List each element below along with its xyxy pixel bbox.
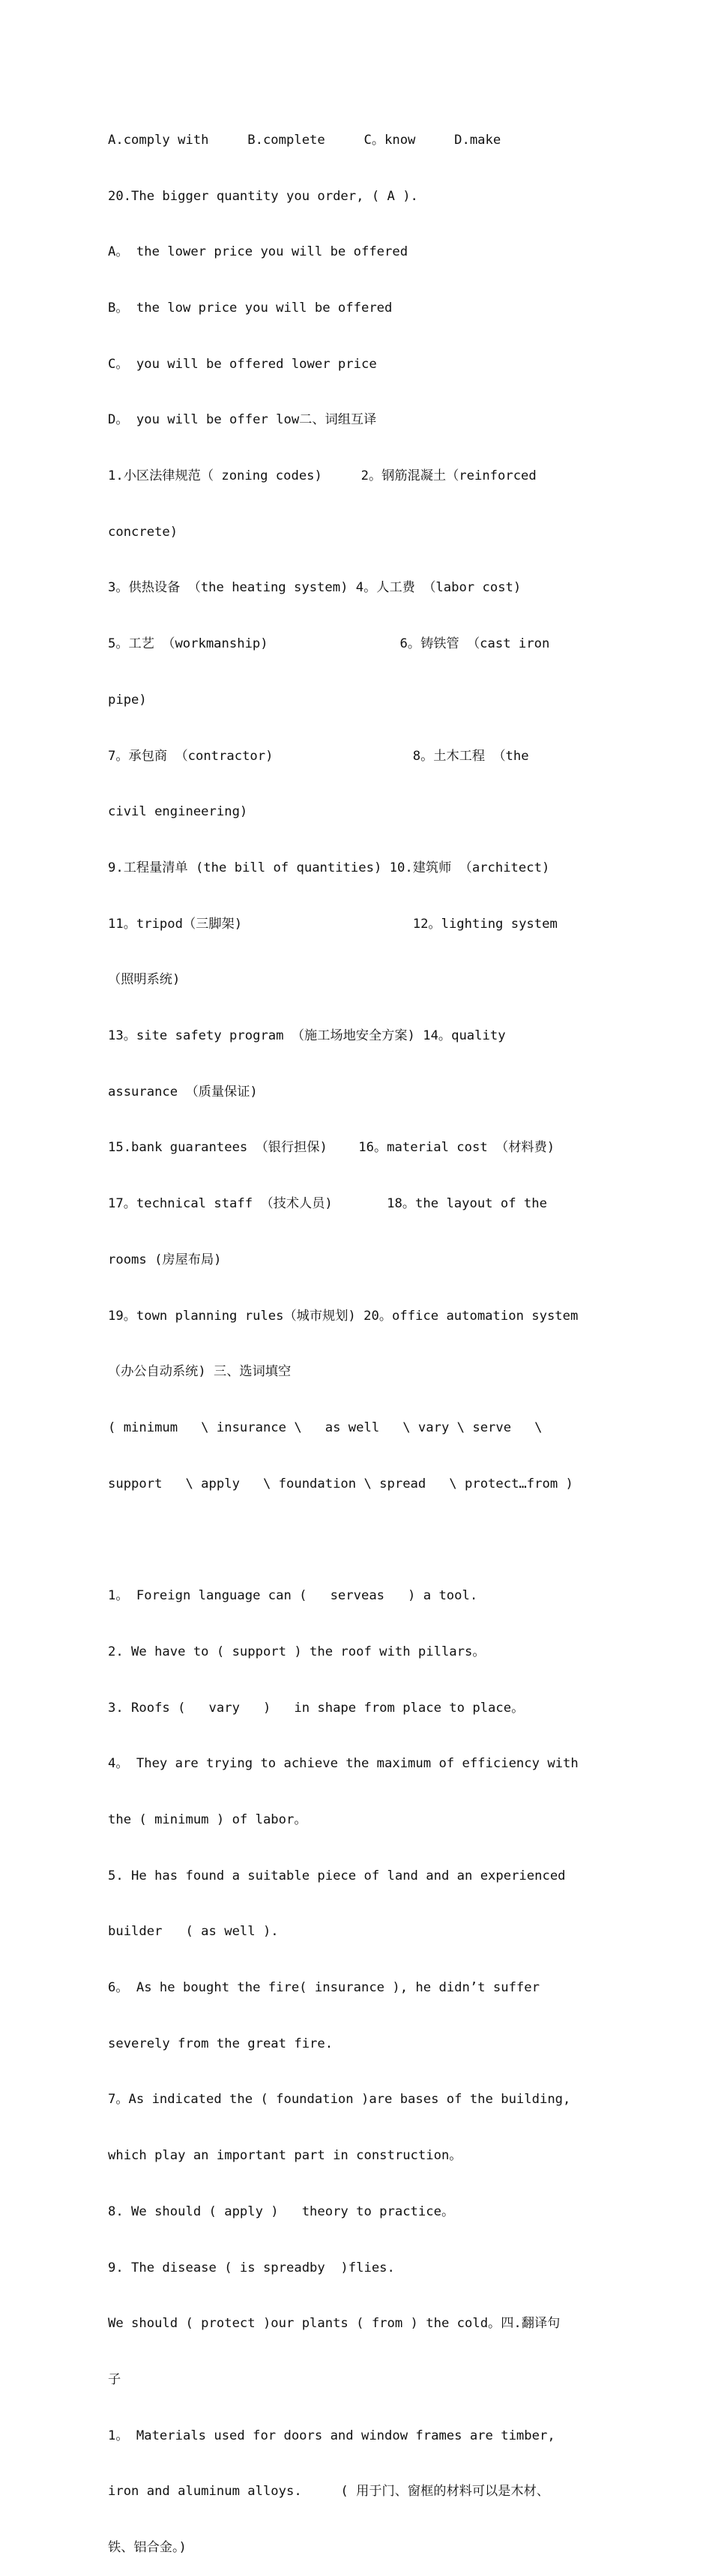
- text-line: D。 you will be offer low二、词组互译: [108, 412, 377, 428]
- text-line: 1.小区法律规范（ zoning codes) 2。钢筋混凝土（reinforced: [108, 468, 537, 484]
- text-line: support \ apply \ foundation \ spread \ protect…from ): [108, 1476, 573, 1491]
- text-line: 6。 As he bought the fire( insurance ), he didn’t suffer: [108, 1980, 540, 1996]
- text-line: 子: [108, 2371, 121, 2387]
- text-line: iron and aluminum alloys. ( 用于门、窗框的材料可以是木材、: [108, 2484, 549, 2500]
- text-line: 5。工艺 （workmanship) 6。铸铁管 （cast iron: [108, 636, 550, 652]
- text-line: 7。As indicated the ( foundation )are bases of the building,: [108, 2092, 571, 2108]
- text-line: civil engineering): [108, 804, 248, 820]
- text-line: rooms (房屋布局): [108, 1252, 222, 1267]
- text-line: 3. Roofs ( vary ) in shape from place to place。: [108, 1700, 525, 1716]
- text-line: severely from the great fire.: [108, 2036, 334, 2051]
- text-line: 13。site safety program （施工场地安全方案) 14。quality: [108, 1028, 506, 1044]
- text-line: 19。town planning rules（城市规划) 20。office automation system: [108, 1308, 579, 1324]
- text-line: pipe): [108, 692, 147, 708]
- text-line: 20.The bigger quantity you order, ( A ).: [108, 188, 418, 204]
- text-line: B。 the low price you will be offered: [108, 300, 393, 316]
- document-page: [108, 94, 618, 2576]
- text-line: 1。 Foreign language can ( serveas ) a tool.: [108, 1588, 478, 1604]
- text-line: concrete): [108, 524, 178, 540]
- text-line: 7。承包商 （contractor) 8。土木工程 （the: [108, 748, 529, 764]
- text-line: the ( minimum ) of labor。: [108, 1812, 307, 1827]
- text-line: 17。technical staff （技术人员) 18。the layout of the: [108, 1196, 547, 1212]
- text-line: 2. We have to ( support ) the roof with pillars。: [108, 1644, 486, 1659]
- text-line: （办公自动系统) 三、选词填空: [108, 1364, 292, 1380]
- text-line: （照明系统): [108, 972, 181, 988]
- text-line: C。 you will be offered lower price: [108, 356, 377, 372]
- text-line: 铁、铝合金。): [108, 2540, 187, 2556]
- text-line: A.comply with B.complete C。know D.make: [108, 132, 501, 148]
- text-line: 4。 They are trying to achieve the maximum of efficiency with: [108, 1756, 579, 1772]
- blank-line: [108, 1530, 618, 1549]
- text-line: We should ( protect )our plants ( from ) the cold。四.翻译句: [108, 2316, 561, 2332]
- text-line: 15.bank guarantees （银行担保) 16。material cost （材料费): [108, 1140, 555, 1156]
- text-line: 1。 Materials used for doors and window frames are timber,: [108, 2428, 555, 2443]
- text-line: A。 the lower price you will be offered: [108, 244, 408, 260]
- text-line: 8. We should ( apply ) theory to practice。: [108, 2204, 455, 2219]
- text-line: which play an important part in construction。: [108, 2148, 462, 2164]
- text-line: assurance （质量保证): [108, 1084, 258, 1100]
- text-line: 11。tripod（三脚架) 12。lighting system: [108, 916, 558, 932]
- text-line: 5. He has found a suitable piece of land and an experienced: [108, 1868, 566, 1883]
- text-line: 9.工程量清单 (the bill of quantities) 10.建筑师 （architect): [108, 860, 550, 875]
- text-line: 3。供热设备 （the heating system) 4。人工费 （labor cost): [108, 580, 522, 596]
- text-line: 9. The disease ( is spreadby )flies.: [108, 2260, 395, 2275]
- text-line: ( minimum \ insurance \ as well \ vary \ serve \: [108, 1420, 543, 1435]
- text-line: builder ( as well ).: [108, 1924, 279, 1940]
